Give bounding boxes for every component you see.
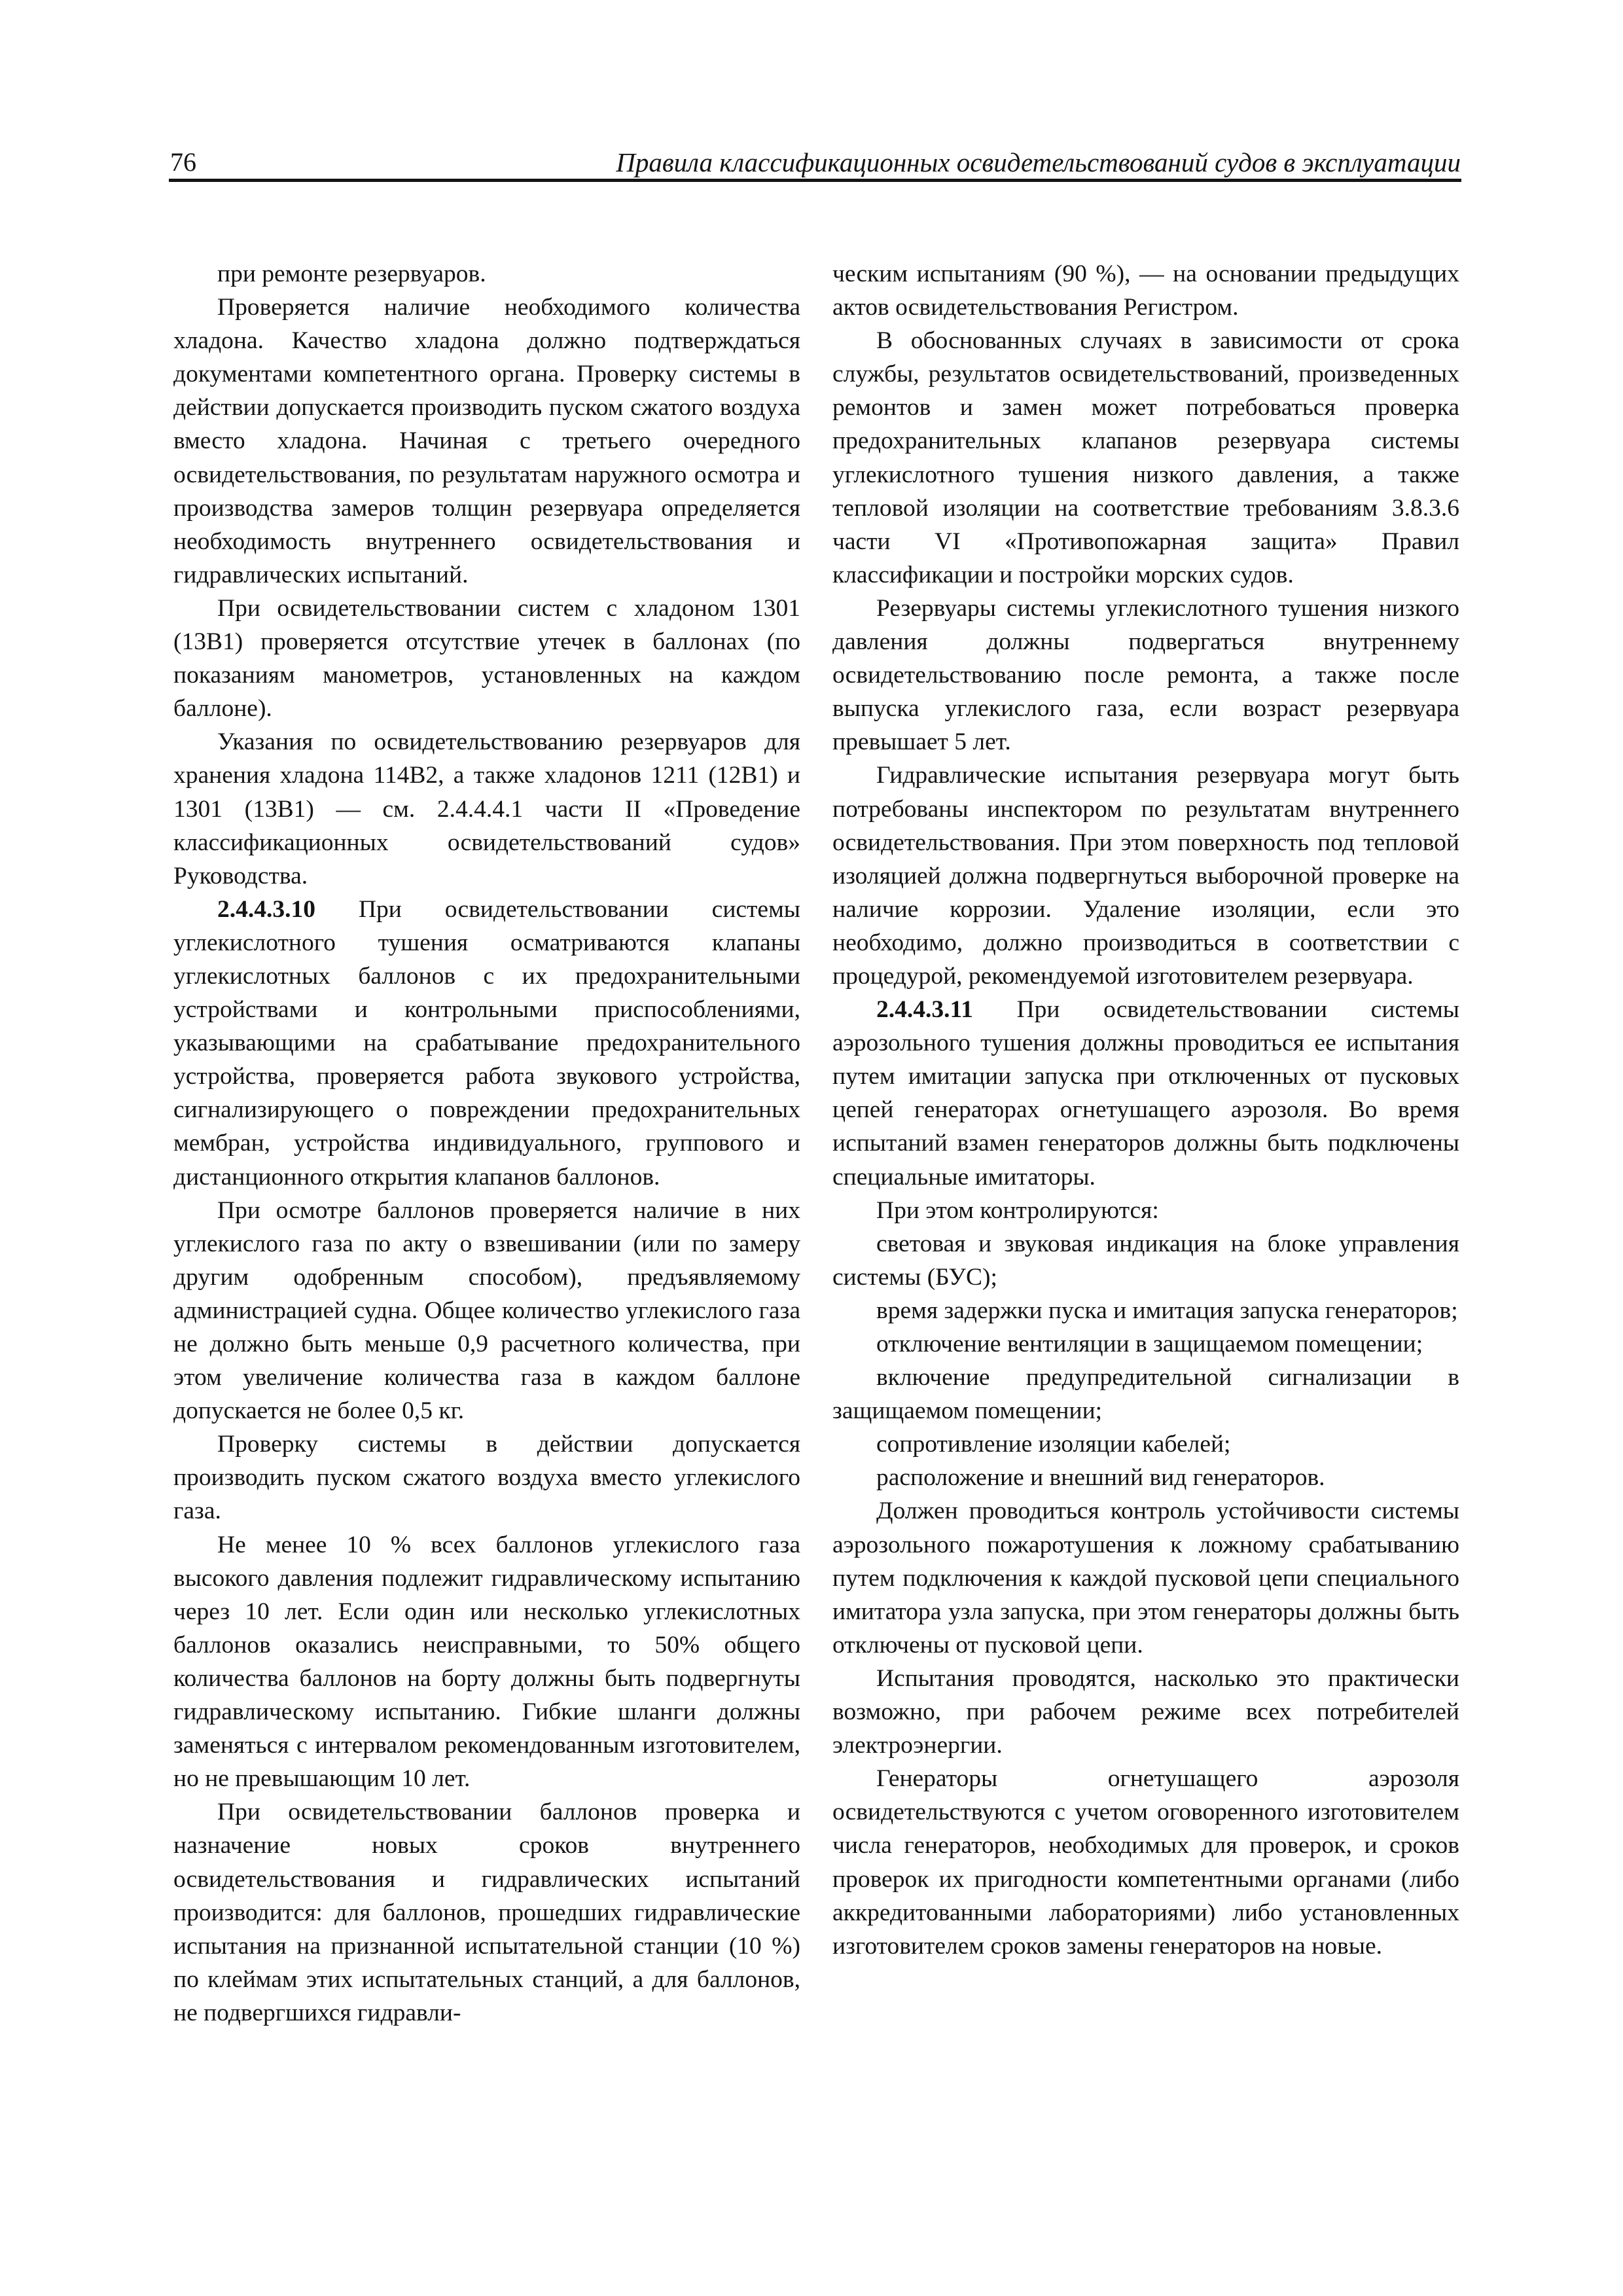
paragraph: При освидетельствовании систем с хладоном 1301 (13В1) проверяется отсутствие утечек в баллонах (по показаниям манометров, установленных на каждом баллоне). <box>173 594 800 723</box>
paragraph: При осмотре баллонов проверяется наличие в них углекислого газа по акту о взвешивании (или по замеру другим одобренным способом), предъявляемому администрацией судна. Общее количество углекислого газа не должно быть меньше 0,9 расчетного количества, при этом увеличение количества газа в каждом баллоне допускается не более 0,5 кг. <box>173 1196 800 1425</box>
header-rule <box>169 179 1461 182</box>
paragraph: Гидравлические испытания резервуара могут быть потребованы инспектором по результатам внутреннего освидетельствования. При этом поверхность под тепловой изоляцией должна подвергнуться выборочной проверке на наличие коррозии. Удаление изоляции, если это необходимо, должно производиться в соответствии с процедурой, рекомендуемой изготовителем резервуара. <box>832 762 1459 990</box>
list-item: расположение и внешний вид генераторов. <box>876 1464 1325 1492</box>
paragraph: Должен проводиться контроль устойчивости системы аэрозольного пожаротушения к ложному срабатыванию путем подключения к каждой пусковой цепи специального имитатора узла запуска, при этом генераторы должны быть отключены от пусковой цепи. <box>832 1498 1459 1659</box>
running-title: Правила классификационных освидетельствований судов в эксплуатации <box>616 147 1461 177</box>
paragraph: 2.4.4.3.11 При освидетельствовании системы аэрозольного тушения должны проводиться ее испытания путем имитации запуска при отключенных от пусковых цепей генераторах огнетушащего аэрозоля. Во время испытаний взамен генераторов должны быть подключены специальные имитаторы. <box>832 996 1459 1191</box>
paragraph: Генераторы огнетушащего аэрозоля освидетельствуются с учетом оговоренного изготовителем числа генераторов, необходимых для проверок, и сроков проверок их пригодности компетентными органами (либо аккредитованными лабораториями) либо установленных изготовителем сроков замены генераторов на новые. <box>832 1765 1459 1960</box>
right-column <box>832 257 1459 1963</box>
clause-number: 2.4.4.3.11 <box>876 996 973 1024</box>
paragraph: Проверку системы в действии допускается производить пуском сжатого воздуха вместо углекислого газа. <box>173 1431 800 1525</box>
paragraph: Указания по освидетельствованию резервуаров для хранения хладона 114В2, а также хладонов 1211 (12В1) и 1301 (13В1) — см. 2.4.4.4.1 части II «Проведение классификационных освидетельствований судов» Руководства. <box>173 728 800 889</box>
page-number: 76 <box>170 147 196 177</box>
paragraph: Проверяется наличие необходимого количества хладона. Качество хладона должно подтверждаться документами компетентного органа. Проверку системы в действии допускается производить пуском сжатого воздуха вместо хладона. Начиная с третьего очередного освидетельствования, по результатам наружного осмотра и производства замеров толщин резервуара определяется необходимость внутреннего освидетельствования и гидравлических испытаний. <box>173 294 800 588</box>
paragraph: Не менее 10 % всех баллонов углекислого газа высокого давления подлежит гидравлическому испытанию через 10 лет. Если один или несколько углекислотных баллонов оказались неисправными, то 50% общего количества баллонов на борту должны быть подвергнуты гидравлическому испытанию. Гибкие шланги должны заменяться с интервалом рекомендованным изготовителем, но не превышающим 10 лет. <box>173 1531 800 1793</box>
list-item: сопротивление изоляции кабелей; <box>876 1431 1231 1458</box>
paragraph: В обоснованных случаях в зависимости от срока службы, результатов освидетельствований, произведенных ремонтов и замен может потребоваться проверка предохранительных клапанов резервуара системы углекислотного тушения низкого давления, а также тепловой изоляции на соответствие требованиям 3.8.3.6 части VI «Противопожарная защита» Правил классификации и постройки морских судов. <box>832 327 1459 588</box>
list-item: время задержки пуска и имитация запуска генераторов; <box>876 1297 1458 1324</box>
list-item: включение предупредительной сигнализации в защищаемом помещении; <box>832 1364 1459 1425</box>
list-item: световая и звуковая индикация на блоке управления системы (БУС); <box>832 1230 1459 1291</box>
paragraph: При этом контролируются: <box>876 1196 1159 1224</box>
paragraph: 2.4.4.3.10 При освидетельствовании системы углекислотного тушения осматриваются клапаны углекислотных баллонов с их предохранительными устройствами и контрольными приспособлениями, указывающими на срабатывание предохранительного устройства, проверяется работа звукового устройства, сигнализирующего о повреждении предохранительных мембран, устройства индивидуального, группового и дистанционного открытия клапанов баллонов. <box>173 895 800 1191</box>
paragraph: При освидетельствовании баллонов проверка и назначение новых сроков внутреннего освидетельствования и гидравлических испытаний производится: для баллонов, прошедших гидравлические испытания на признанной испытательной станции (10 %) по клеймам этих испытательных станций, а для баллонов, не подвергшихся гидравли- <box>173 1799 800 2026</box>
paragraph: Резервуары системы углекислотного тушения низкого давления должны подвергаться внутреннему освидетельствованию после ремонта, а также после выпуска углекислого газа, если возраст резервуара превышает 5 лет. <box>832 594 1459 756</box>
paragraph: при ремонте резервуаров. <box>217 260 486 287</box>
left-column <box>173 257 800 2030</box>
list-item: отключение вентиляции в защищаемом помещении; <box>876 1331 1423 1357</box>
page-header <box>170 143 1461 182</box>
paragraph: ческим испытаниям (90 %), — на основании предыдущих актов освидетельствования Регистром. <box>832 260 1459 321</box>
paragraph: Испытания проводятся, насколько это практически возможно, при рабочем режиме всех потребителей электроэнергии. <box>832 1664 1459 1759</box>
clause-number: 2.4.4.3.10 <box>217 895 315 923</box>
